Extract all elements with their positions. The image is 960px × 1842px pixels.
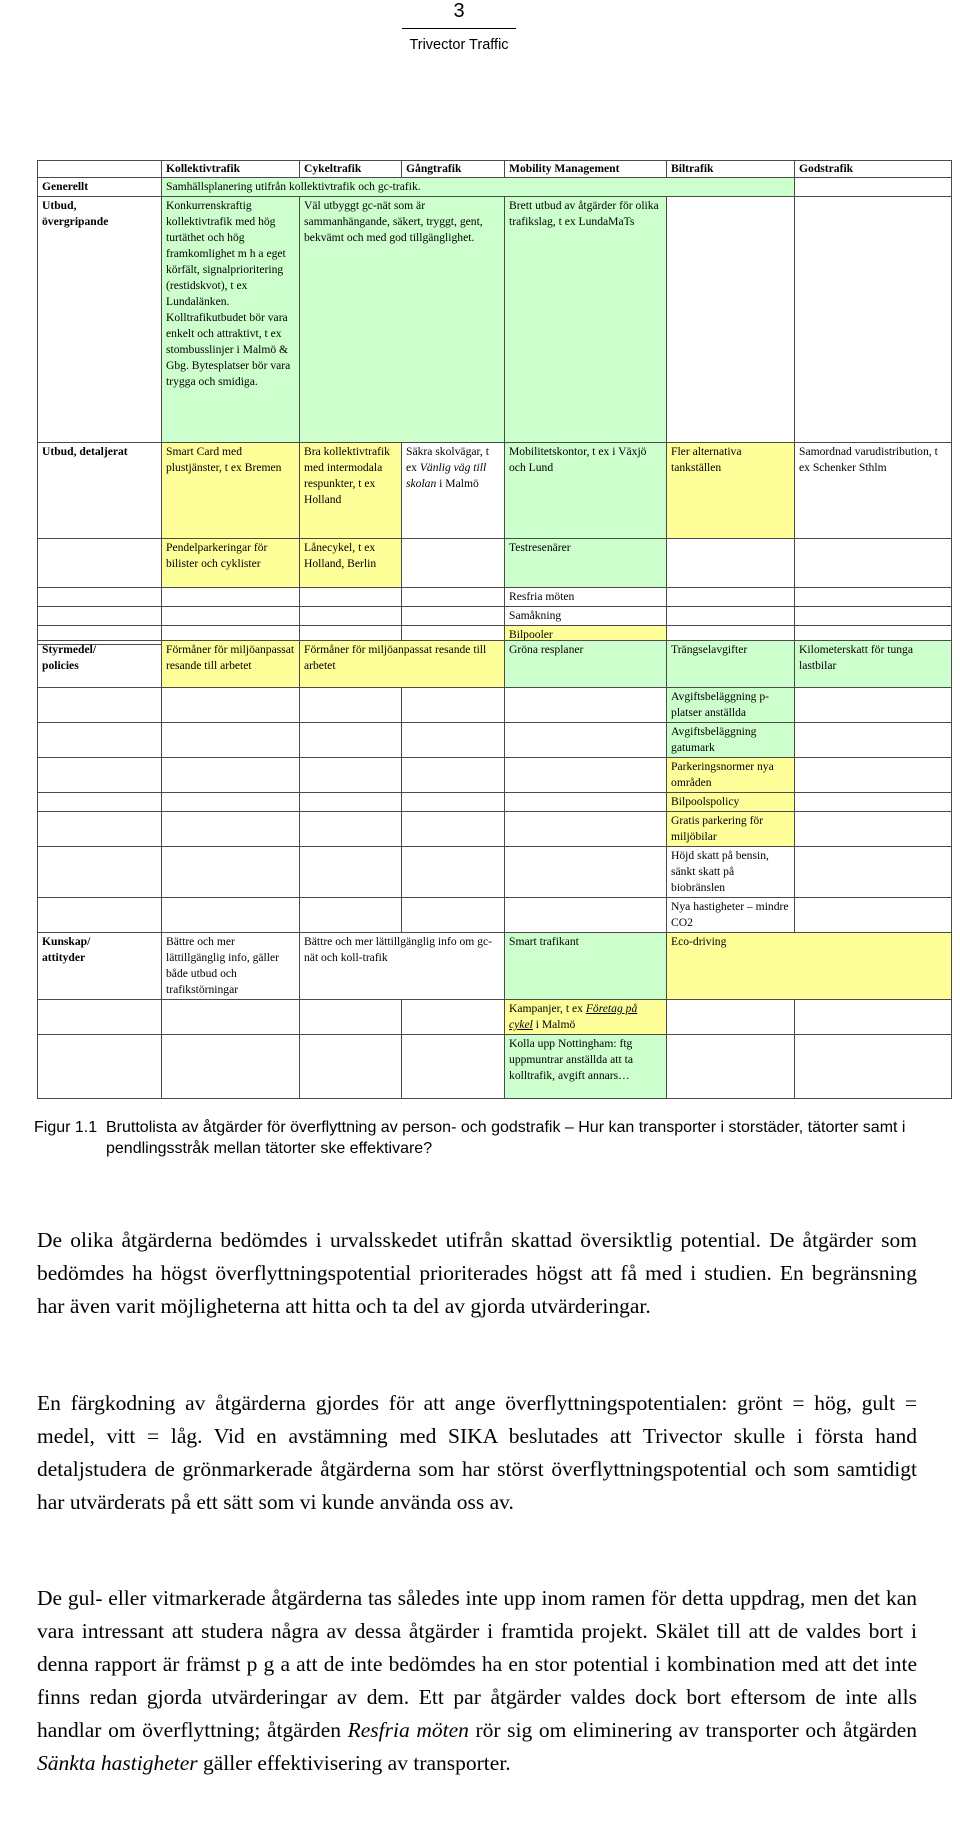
figure-number: Figur 1.1 (34, 1119, 98, 1136)
header-rule (402, 28, 516, 29)
cell-empty (162, 588, 300, 607)
paragraph-3 (37, 1582, 917, 1780)
page-number: 3 (453, 0, 465, 22)
cell-sakra-skolvagar (402, 443, 505, 539)
paragraph-1: De olika åtgärderna bedömdes i urvalsskedet utifrån skattad översiktlig potential. De åtgärder som bedömdes ha högst överflyttningspotential prioriterades högst att få med i studien. En begränsning har även varit möjligheterna att hitta och ta del av gjorda utvärderingar. (37, 1228, 917, 1318)
paragraph-3-italic-hastigheter: Sänkta hastigheter (37, 1751, 198, 1775)
cell-empty (162, 607, 300, 626)
cell-samakning: Samåkning (505, 607, 667, 626)
row-kunskap-2 (38, 1000, 952, 1035)
measures-table-lower (37, 640, 952, 1099)
cell-formaner-gc: Förmåner för miljöanpassat resande till arbetet (300, 641, 505, 688)
cell-empty (38, 1000, 162, 1035)
column-header-gangtrafik: Gångtrafik (402, 161, 505, 178)
cell-fler-alternativa-tankstallen: Fler alternativa tankställen (667, 443, 795, 539)
cell-avgift-pplatser: Avgiftsbeläggning p-platser anställda (667, 688, 795, 723)
cell-empty (667, 539, 795, 588)
cell-empty (38, 1035, 162, 1099)
cell-empty (505, 898, 667, 933)
cell-empty (402, 723, 505, 758)
cell-eco-driving: Eco-driving (667, 933, 952, 1000)
cell-empty (300, 1000, 402, 1035)
paragraph-3-text-b: rör sig om eliminering av transporter och åtgärden (468, 1718, 917, 1742)
cell-empty (505, 793, 667, 812)
cell-empty (300, 607, 402, 626)
cell-empty (795, 758, 952, 793)
cell-empty (162, 723, 300, 758)
cell-kampanjer-text: Kampanjer, t ex (509, 1002, 586, 1015)
cell-empty (300, 812, 402, 847)
cell-empty (162, 758, 300, 793)
column-header-godstrafik: Godstrafik (795, 161, 952, 178)
cell-mobilitetskontor: Mobilitetskontor, t ex i Växjö och Lund (505, 443, 667, 539)
cell-empty (38, 898, 162, 933)
cell-kampanjer (505, 1000, 667, 1035)
cell-empty (505, 758, 667, 793)
row-styrmedel-8 (38, 898, 952, 933)
row-styrmedel-5 (38, 793, 952, 812)
cell-kolla-nottingham: Kolla upp Nottingham: ftg uppmuntrar anställda att ta kolltrafik, avgift annars… (505, 1035, 667, 1099)
cell-empty (402, 758, 505, 793)
cell-sakra-skolvagar-tail: i Malmö (436, 477, 479, 490)
cell-hojd-skatt: Höjd skatt på bensin, sänkt skatt på biobränslen (667, 847, 795, 898)
cell-empty (795, 723, 952, 758)
cell-empty (795, 1035, 952, 1099)
cell-gratis-parkering: Gratis parkering för miljöbilar (667, 812, 795, 847)
cell-empty (795, 197, 952, 443)
cell-empty (162, 1035, 300, 1099)
cell-bilpooler: Bilpooler (505, 626, 667, 645)
cell-empty (505, 723, 667, 758)
figure-caption-text: Bruttolista av åtgärder för överflyttning av person- och godstrafik – Hur kan transporter i storstäder, tätorter samt i pendlingsstråk mellan tätorter ske effektivare? (106, 1119, 906, 1157)
cell-bra-kollektivtrafik: Bra kollektivtrafik med intermodala respunkter, t ex Holland (300, 443, 402, 539)
cell-empty (300, 1035, 402, 1099)
cell-empty (402, 607, 505, 626)
cell-empty (795, 588, 952, 607)
paragraph-3-text-c: gäller effektivisering av transporter. (197, 1751, 511, 1775)
cell-empty (402, 1000, 505, 1035)
measures-table-upper (37, 160, 952, 645)
cell-empty (795, 607, 952, 626)
cell-grona-resplaner: Gröna resplaner (505, 641, 667, 688)
cell-empty (300, 688, 402, 723)
column-header-mobility-management: Mobility Management (505, 161, 667, 178)
row-kunskap-3 (38, 1035, 952, 1099)
cell-samhallsplanering: Samhällsplanering utifrån kollektivtrafik och gc-trafik. (162, 178, 795, 197)
cell-battre-info-kollektiv: Bättre och mer lättillgänglig info, gäller både utbud och trafikstörningar (162, 933, 300, 1000)
cell-empty (402, 898, 505, 933)
row-styrmedel-7 (38, 847, 952, 898)
column-header-cykeltrafik: Cykeltrafik (300, 161, 402, 178)
row-label-utbud-detaljerat: Utbud, detaljerat (38, 443, 162, 539)
cell-empty (795, 539, 952, 588)
cell-empty (38, 607, 162, 626)
cell-nya-hastigheter: Nya hastigheter – mindre CO2 (667, 898, 795, 933)
row-styrmedel-6 (38, 812, 952, 847)
cell-empty (38, 847, 162, 898)
cell-empty (505, 847, 667, 898)
cell-lanecykel: Lånecykel, t ex Holland, Berlin (300, 539, 402, 588)
cell-empty (795, 812, 952, 847)
cell-sakra-skolvagar-italic: Vänlig väg till skolan (406, 461, 487, 490)
cell-empty (162, 812, 300, 847)
cell-empty (402, 812, 505, 847)
cell-empty (38, 793, 162, 812)
cell-empty (795, 898, 952, 933)
cell-trangselavgifter: Trängselavgifter (667, 641, 795, 688)
cell-empty (667, 607, 795, 626)
cell-empty (667, 1035, 795, 1099)
row-label-generellt: Generellt (38, 178, 162, 197)
cell-empty (402, 793, 505, 812)
row-kunskap (38, 933, 952, 1000)
cell-bilpoolspolicy: Bilpoolspolicy (667, 793, 795, 812)
cell-empty (300, 723, 402, 758)
paragraph-2: En färgkodning av åtgärderna gjordes för att ange överflyttningspotentialen: grönt = hög, gult = medel, vitt = låg. Vid en avstämning med SIKA beslutades att Trivector skulle i första hand detaljstudera de grönmarkerade åtgärderna som har störst överflyttningspotential och som samtidigt har utvärderats på ett sätt som vi kunde använda oss av. (37, 1391, 917, 1514)
column-header-row (38, 161, 952, 178)
cell-empty (38, 539, 162, 588)
cell-resfria-moten: Resfria möten (505, 588, 667, 607)
cell-empty (402, 539, 505, 588)
paragraph-3-text-a: De gul- eller vitmarkerade åtgärderna tas således inte upp inom ramen för detta uppdrag, men det kan vara intressant att studera några av dessa åtgärder i framtida projekt. Skälet till att de valdes bort i denna rapport är främst p g a att de inte bedömdes ha en stor potential i kombination med att det inte finns redan gjorda utvärderingar av dem. Ett par åtgärder valdes dock bort eftersom de inte alls handlar om överflyttning; åtgärden (37, 1586, 917, 1742)
cell-sakra-skolvagar-text: Säkra skolvägar, t ex (406, 445, 489, 474)
row-styrmedel-4 (38, 758, 952, 793)
column-header-kollektivtrafik: Kollektivtrafik (162, 161, 300, 178)
row-utbud-overgripande (38, 197, 952, 443)
cell-empty (38, 758, 162, 793)
cell-formaner-kollektiv: Förmåner för miljöanpassat resande till arbetet (162, 641, 300, 688)
cell-kampanjer-italic: Företag på cykel (509, 1002, 638, 1031)
cell-battre-info-gc: Bättre och mer lättillgänglig info om gc-nät och koll-trafik (300, 933, 505, 1000)
cell-smart-card: Smart Card med plustjänster, t ex Bremen (162, 443, 300, 539)
cell-empty (162, 898, 300, 933)
cell-empty (300, 758, 402, 793)
cell-empty (162, 847, 300, 898)
cell-empty (38, 588, 162, 607)
cell-empty (300, 588, 402, 607)
row-styrmedel-2 (38, 688, 952, 723)
cell-empty (667, 197, 795, 443)
cell-empty (795, 178, 952, 197)
cell-smart-trafikant: Smart trafikant (505, 933, 667, 1000)
cell-empty (667, 588, 795, 607)
column-header-biltrafik: Biltrafik (667, 161, 795, 178)
row-label-styrmedel: Styrmedel/ policies (38, 641, 162, 688)
cell-kilometerskatt: Kilometerskatt för tunga lastbilar (795, 641, 952, 688)
cell-empty (300, 847, 402, 898)
cell-testresenarer: Testresenärer (505, 539, 667, 588)
cell-empty (38, 688, 162, 723)
row-styrmedel-3 (38, 723, 952, 758)
running-header: Trivector Traffic (409, 37, 509, 53)
row-label-utbud-overgripande: Utbud, övergripande (38, 197, 162, 443)
cell-empty (38, 723, 162, 758)
row-samakning (38, 607, 952, 626)
cell-pendelparkeringar: Pendelparkeringar för bilister och cyklister (162, 539, 300, 588)
cell-konkurrenskraftig-kollektivtrafik: Konkurrenskraftig kollektivtrafik med hög turtäthet och hög framkomlighet m h a eget körfält, signalprioritering (restidskvot), t ex Lundalänken. Kolltrafikutbudet bör vara enkelt och attraktivt, t ex stombusslinjer i Malmö & Gbg. Bytesplatser bör vara trygga och smidiga. (162, 197, 300, 443)
cell-empty (402, 1035, 505, 1099)
cell-empty (300, 793, 402, 812)
cell-samordnad-varudistribution: Samordnad varudistribution, t ex Schenker Sthlm (795, 443, 952, 539)
cell-empty (795, 688, 952, 723)
row-generellt (38, 178, 952, 197)
cell-parkeringsnormer: Parkeringsnormer nya områden (667, 758, 795, 793)
paragraph-3-italic-resfria: Resfria möten (347, 1718, 469, 1742)
cell-empty (162, 1000, 300, 1035)
cell-empty (402, 688, 505, 723)
cell-empty (667, 1000, 795, 1035)
cell-avgift-gatumark: Avgiftsbeläggning gatumark (667, 723, 795, 758)
cell-empty (38, 812, 162, 847)
cell-empty (795, 847, 952, 898)
cell-brett-utbud: Brett utbud av åtgärder för olika trafikslag, t ex LundaMaTs (505, 197, 667, 443)
row-utbud-detaljerat-2 (38, 539, 952, 588)
row-resfria-moten (38, 588, 952, 607)
cell-empty (162, 793, 300, 812)
row-label-kunskap: Kunskap/ attityder (38, 933, 162, 1000)
row-utbud-detaljerat-1 (38, 443, 952, 539)
column-header-empty (38, 161, 162, 178)
cell-empty (162, 688, 300, 723)
cell-empty (505, 688, 667, 723)
cell-gc-nat: Väl utbyggt gc-nät som är sammanhängande, säkert, tryggt, gent, bekvämt och med god tillgänglighet. (300, 197, 505, 443)
cell-kampanjer-tail: i Malmö (532, 1018, 576, 1031)
row-styrmedel (38, 641, 952, 688)
cell-empty (505, 812, 667, 847)
cell-empty (795, 1000, 952, 1035)
cell-empty (795, 793, 952, 812)
cell-empty (300, 898, 402, 933)
cell-empty (402, 588, 505, 607)
cell-empty (402, 847, 505, 898)
